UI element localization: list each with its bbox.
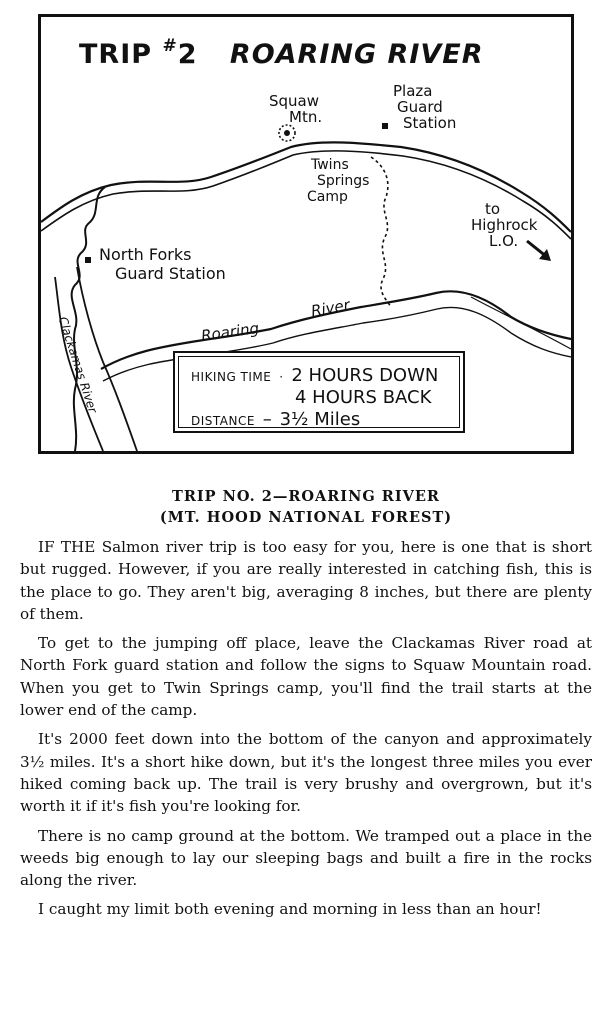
hiking-time-dot: · xyxy=(279,370,284,384)
clackamas-bank-right xyxy=(77,267,137,451)
label-highrock-line1: to xyxy=(485,200,501,218)
article-paragraph-1: IF THE Salmon river trip is too easy for you, here is one that is short but rugged. However, if you are really interested in catching fish, this is the place to go. They aren't big, averaging 8 inches, but there are plenty of them. xyxy=(20,538,592,623)
label-twin-line3: Camp xyxy=(307,189,348,205)
hiking-time-label: HIKING TIME xyxy=(191,370,272,384)
label-squaw-line2: Mtn. xyxy=(289,108,323,126)
label-clackamas-river: Clackamas River xyxy=(55,315,100,415)
label-highrock xyxy=(471,201,537,249)
article xyxy=(20,486,592,928)
ridge-line xyxy=(471,297,571,349)
label-north-forks-line2: Guard Station xyxy=(115,264,226,283)
label-north-forks-station xyxy=(99,245,226,283)
label-squaw-line1: Squaw xyxy=(269,92,320,110)
map-title-number: 2 xyxy=(177,39,198,70)
label-highrock-line3: L.O. xyxy=(489,232,519,250)
map-title-trip: TRIP xyxy=(79,39,153,70)
article-body xyxy=(20,536,592,921)
hiking-info-box xyxy=(173,351,465,433)
map-title xyxy=(79,36,484,70)
distance-row xyxy=(191,409,447,431)
label-twin-line1: Twins xyxy=(311,157,349,173)
label-highrock-line2: Highrock xyxy=(471,216,538,234)
label-twin-line2: Springs xyxy=(317,173,370,189)
map-title-hash: # xyxy=(162,36,178,56)
label-squaw-mtn xyxy=(269,93,322,125)
map-title-river: ROARING RIVER xyxy=(229,39,484,70)
label-plaza-line3: Station xyxy=(403,114,457,132)
plaza-station-marker xyxy=(382,123,388,129)
label-plaza-line2: Guard xyxy=(397,98,443,116)
trail-dotted xyxy=(371,157,391,307)
label-north-forks-line1: North Forks xyxy=(99,245,192,264)
label-plaza-line1: Plaza xyxy=(393,82,433,100)
article-subheadline: (MT. HOOD NATIONAL FOREST) xyxy=(159,509,453,526)
hiking-back-row xyxy=(191,387,447,409)
article-paragraph-3: It's 2000 feet down into the bottom of the canyon and approximately 3½ miles. It's a short hike down, but it's the longest three miles you ever hiked coming back up. The trail is very brushy and overgrown, but it's worth it if it's fish you're looking for. xyxy=(20,730,592,816)
hiking-time-row xyxy=(191,365,447,387)
article-headline: TRIP NO. 2—ROARING RIVER xyxy=(172,488,440,505)
label-roaring: Roaring xyxy=(200,319,261,345)
distance-dash: – xyxy=(262,409,272,430)
squaw-mtn-symbol xyxy=(279,125,295,141)
article-paragraph-4: There is no camp ground at the bottom. We tramped out a place in the weeds big enough to lay our sleeping bags and built a fire in the rocks along the river. xyxy=(20,826,592,890)
article-paragraph-5: I caught my limit both evening and morning in less than an hour! xyxy=(38,900,542,919)
hiking-time-back: 4 HOURS BACK xyxy=(295,387,432,408)
label-river: River xyxy=(309,295,352,321)
label-plaza-station xyxy=(393,83,456,131)
article-paragraph-2: To get to the jumping off place, leave the Clackamas River road at North Fork guard station and follow the signs to Squaw Mountain road. When you get to Twin Springs camp, you'll find the trail starts at the lower end of the camp. xyxy=(20,634,592,720)
distance-label: DISTANCE xyxy=(191,414,255,428)
north-forks-marker xyxy=(85,257,91,263)
label-twin-springs-camp xyxy=(307,157,369,205)
trail-map xyxy=(38,14,574,454)
hiking-time-down: 2 HOURS DOWN xyxy=(291,365,439,386)
distance-value: 3½ Miles xyxy=(279,409,361,430)
